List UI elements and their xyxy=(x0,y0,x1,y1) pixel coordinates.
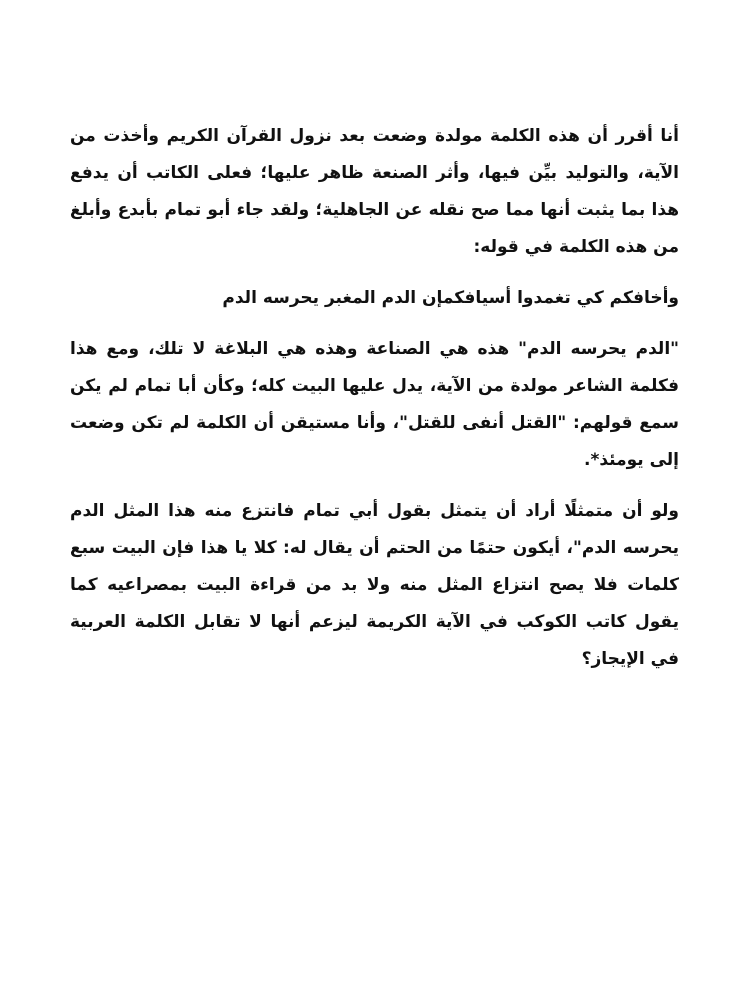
poetry-verse: وأخافكم كي تغمدوا أسيافكمإن الدم المغبر يحرسه الدم xyxy=(222,288,679,308)
paragraph-intro: أنا أقرر أن هذه الكلمة مولدة وضعت بعد نزول القرآن الكريم وأخذت من الآية، والتوليد بيِّن فيها، وأثر الصنعة ظاهر عليها؛ فعلى الكاتب أن يدفع هذا بما يثبت أنها مما صح نقله عن الجاهلية؛ ولقد جاء أبو تمام بأبدع وأبلغ من هذه الكلمة في قوله: xyxy=(70,126,679,257)
paragraph-conclusion: ولو أن متمثلًا أراد أن يتمثل بقول أبي تمام فانتزع منه هذا المثل الدم يحرسه الدم"، أيكون حتمًا من الحتم أن يقال له: كلا يا هذا فإن البيت سبع كلمات فلا يصح انتزاع المثل منه ولا بد من قراءة البيت بمصراعيه كما يقول كاتب الكوكب في الآية الكريمة ليزعم أنها لا تقابل الكلمة العربية في الإيجاز؟ xyxy=(70,501,679,669)
paragraph-commentary: "الدم يحرسه الدم" هذه هي الصناعة وهذه هي البلاغة لا تلك، ومع هذا فكلمة الشاعر مولدة من الآية، يدل عليها البيت كله؛ وكأن أبا تمام لم يكن سمع قولهم: "القتل أنفى للقتل"، وأنا مستيقن أن الكلمة لم تكن وضعت إلى يومئذ*. xyxy=(70,339,679,470)
document-body xyxy=(70,118,679,678)
